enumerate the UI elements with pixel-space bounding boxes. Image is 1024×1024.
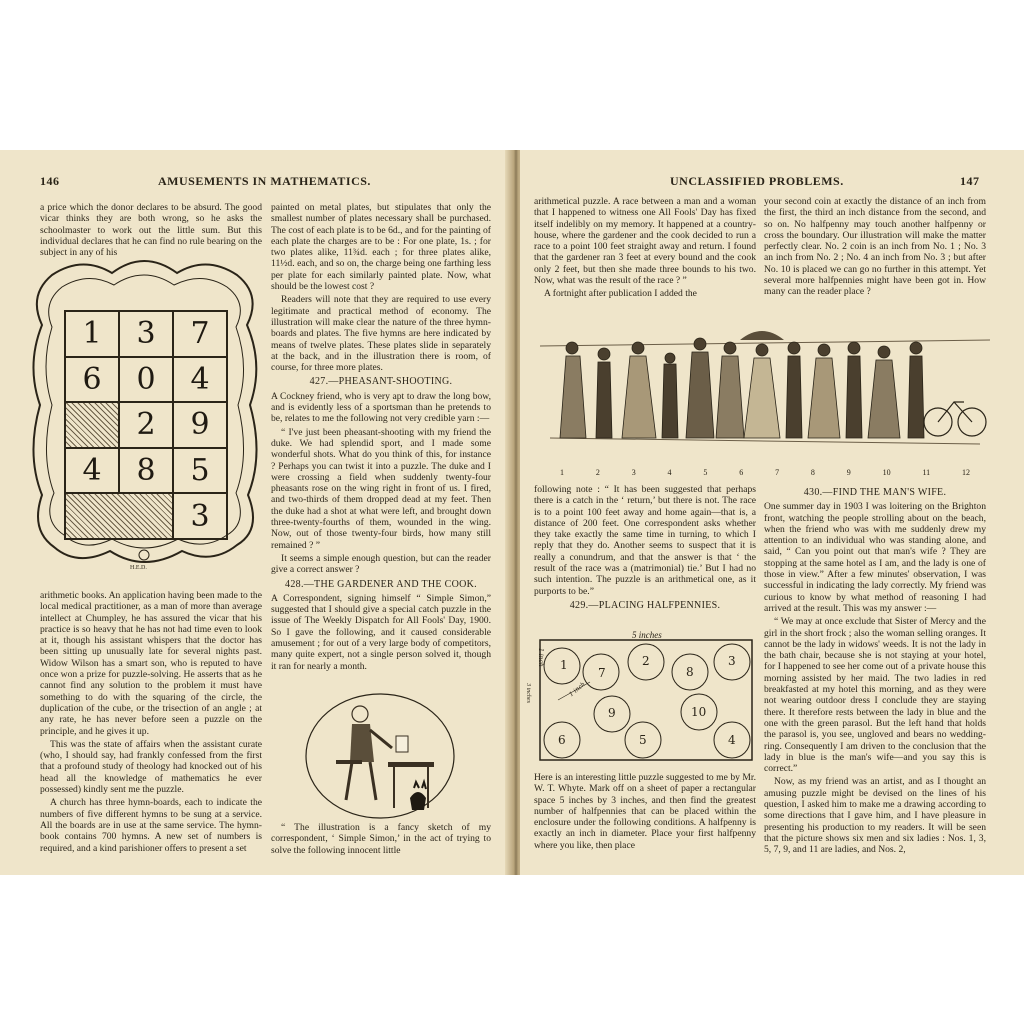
right-col1-bottom bbox=[534, 772, 756, 853]
hymn-plate: 7 bbox=[173, 311, 227, 357]
hymn-board bbox=[64, 310, 228, 540]
hymn-plate: 1 bbox=[65, 311, 119, 357]
paragraph: painted on metal plates, but stipulates that only the smallest number of plates necessary shall be purchased. The cost of each plate is to be 6d., and for the painting of each plate the charges are to be : For one plate, 1s. ; for two plates alike, 11¾d. each ; for three plates alike, 11½d. each, and so on, the charge being one farthing less per plate for each similarly painted plate. Now, what should be the lowest cost ? bbox=[271, 202, 491, 293]
hymn-plate: 9 bbox=[173, 402, 227, 448]
left-page bbox=[0, 150, 510, 875]
figure-5 bbox=[686, 338, 714, 438]
heading-429: 429.—PLACING HALFPENNIES. bbox=[569, 599, 721, 611]
figure-10 bbox=[846, 342, 862, 438]
coin-label: 10 bbox=[691, 705, 707, 719]
hymn-plate-empty bbox=[65, 493, 173, 539]
running-head-right: UNCLASSIFIED PROBLEMS. bbox=[670, 174, 844, 188]
paragraph: your second coin at exactly the distance of an inch from the first, the third an inch distance from the second, and so on. No halfpenny may touch another halfpenny or cross the boundary. Our illustration will make the matter perfectly clear. No. 2 coin is an inch from No. 1 ; No. 3 an inch from No. 2 ; No. 4 an inch from No. 3 ; but after No. 10 is placed we can go no further in this attempt. Yet several more halfpennies might have been got in. How many can the reader place ? bbox=[764, 196, 986, 298]
figure-11 bbox=[868, 346, 900, 438]
figure-6 bbox=[716, 342, 744, 438]
paragraph: One summer day in 1903 I was loitering on the Brighton front, watching the people strolling about on the beach, when the friend who was with me suddenly drew my attention to an individual who was standing alone, and said, “ Can you point out that man's wife ? They are stopping at the same hotel as I am, and the lady is one of those in view.” After a few minutes' observation, I was successful in indicating the lady correctly. My friend was curious to know by what method of reasoning I had arrived at the result. This was my answer :— bbox=[764, 501, 986, 614]
coin-label: 2 bbox=[642, 654, 650, 668]
paragraph: “ I've just been pheasant-shooting with my friend the duke. We had splendid sport, and I made some wonderful shots. What do you think of this, for instance ? Perhaps you can twist it into a puzzle. The duke and I were crossing a field when suddenly twenty-four pheasants rose on the wing right in front of us. I fired, and two-thirds of them dropped dead at my feet. Then the duke had a shot at what were left, and brought down three-twenty-fourths of them, wounded in the wing. Now, out of those twenty-four birds, how many still remained ? ” bbox=[271, 426, 491, 551]
figure-number: 3 bbox=[631, 468, 636, 477]
coin-width-label: 5 inches bbox=[632, 630, 662, 640]
coin-label: 3 bbox=[728, 654, 736, 668]
paragraph: A Cockney friend, who is very apt to draw the long bow, and is evidently less of a sportsman than he pretends to be, relates to me the following not very credible yarn :— bbox=[271, 390, 491, 425]
paragraph: arithmetic books. An application having been made to the local medical practitioner, as a man of more than average intellect at Chumpley, he has assured the vicar that his practice is so heavy that he has not had time even to look at it, though his assistant whispers that the doctor has been sitting up unusually late for several nights past. Widow Wilson has a smart son, who is reputed to have once won a prize for puzzle-solving. He asserts that as he cannot find any solution to the problem it must have something to do with the squaring of the circle, the duplication of the cube, or the trisection of an angle ; at any rate, he has never before seen a puzzle on the principle, and he gives it up. bbox=[40, 590, 262, 737]
paragraph: A church has three hymn-boards, each to indicate the numbers of five different hymns to be sung at a service. All the boards are in use at the same service. The hymn-book contains 700 hymns. A new set of numbers is required, and a kind parishioner offers to present a set bbox=[40, 797, 262, 854]
book-spread bbox=[0, 150, 1024, 875]
hymn-plate-empty bbox=[65, 402, 119, 448]
left-col2-end bbox=[271, 822, 491, 858]
coin-label: 1 bbox=[560, 658, 568, 672]
paragraph: A Correspondent, signing himself “ Simple Simon,” suggested that I should give a special catch puzzle in the issue of The Weekly Dispatch for All Fools' Day, 1900. So I gave the following, and it caused considerable amusement ; for out of a very large body of competitors, many quite expert, not a single person solved it, though it ran for nearly a month. bbox=[271, 592, 491, 672]
figure-number: 6 bbox=[739, 468, 744, 477]
running-head-left: AMUSEMENTS IN MATHEMATICS. bbox=[158, 174, 371, 188]
brighton-beach-illustration bbox=[540, 318, 990, 470]
coin-label: 4 bbox=[728, 733, 736, 747]
heading-430: 430.—FIND THE MAN'S WIFE. bbox=[803, 487, 947, 498]
hymn-plate: 3 bbox=[173, 493, 227, 539]
paragraph: This was the state of affairs when the assistant curate (who, I should say, had frankly confessed from the first that a profound study of theology had knocked out of his head all the knowledge of mathematics he ever possessed) kindly sent me the puzzle. bbox=[40, 738, 262, 796]
right-col2-top bbox=[764, 196, 986, 300]
paragraph: Readers will note that they are required to use every legitimate and practical method of economy. The illustration will make clear the nature of the three hymn-boards and plates. The five hymns are here indicated by means of twelve plates. These plates slide in separately at the back, and in the illustration there is room, of course, for three more plates. bbox=[271, 294, 491, 374]
left-col1-top bbox=[40, 202, 262, 260]
left-col2 bbox=[271, 202, 491, 674]
figure-number: 1 bbox=[560, 468, 564, 477]
coin-labels bbox=[538, 628, 758, 762]
inch-label: 1 inch bbox=[567, 680, 587, 699]
paragraph: Now, as my friend was an artist, and as I thought an amusing puzzle might be devised on the lines of his question, I asked him to make me a drawing according to some directions that I gave him, and I have pleasure in presenting his production to my readers. It will be seen that the picture shows six men and six ladies : Nos. 1, 3, 5, 7, 9, and 11 are ladies, and Nos. 2, bbox=[764, 776, 986, 856]
right-col1-mid bbox=[534, 484, 756, 614]
right-page bbox=[520, 150, 1024, 875]
figure-number: 12 bbox=[961, 468, 970, 477]
bicycle-icon bbox=[924, 402, 986, 436]
hymn-plate: 2 bbox=[119, 402, 173, 448]
paragraph: a price which the donor declares to be absurd. The good vicar thinks they are both wrong, so he asks the schoolmaster to work out the little sum. But this individual declares that he can find no rule bearing on the subject in any of his bbox=[40, 202, 262, 259]
coin-label: 6 bbox=[558, 733, 566, 747]
figure-number: 8 bbox=[810, 468, 815, 477]
heading-427: 427.—PHEASANT-SHOOTING. bbox=[309, 376, 453, 388]
hymn-plate: 5 bbox=[173, 448, 227, 494]
figure-4 bbox=[662, 353, 678, 438]
figure-number-row bbox=[560, 468, 970, 477]
hanger-ring-icon bbox=[139, 550, 149, 560]
page-number-right: 147 bbox=[960, 174, 980, 188]
coin-label: 5 bbox=[639, 733, 647, 747]
figure-number: 9 bbox=[846, 468, 851, 477]
parasol-icon bbox=[740, 331, 784, 340]
figure-number: 4 bbox=[667, 468, 672, 477]
artist-mark: H.E.D. bbox=[130, 565, 147, 571]
figure-12 bbox=[908, 342, 924, 438]
coin-label: 9 bbox=[608, 706, 616, 720]
coin-height-label: 3 inches bbox=[524, 683, 531, 703]
hymn-plate: 0 bbox=[119, 357, 173, 403]
figure-3 bbox=[622, 342, 656, 438]
simple-simon-sketch bbox=[300, 690, 460, 822]
figure-9 bbox=[808, 344, 840, 438]
paragraph: “ We may at once exclude that Sister of Mercy and the girl in the short frock ; also the woman selling oranges. It cannot be the lady in widows' weeds. It is not the lady in the bath chair, because she is not staying at your hotel, for I happened to see her come out of a private house this morning assisted by her maid. The two ladies in red breakfasted at my hotel this morning, and as they were not wearing outdoor dress I conclude they are staying there. It therefore rests between the lady in blue and the one with the green parasol. But the left hand that holds the parasol is, you see, ungloved and bears no wedding-ring. Consequently I am driven to the conclusion that the lady in blue is the man's wife—and you say this is correct.” bbox=[764, 616, 986, 775]
hymn-plate: 4 bbox=[65, 448, 119, 494]
paragraph: arithmetical puzzle. A race between a man and a woman that I happened to witness one All Fools' Day has fixed itself indelibly on my memory. It happened at a country-house, where the gardener and the cook decided to run a race to a point 100 feet straight away and return. I found that the gardener ran 3 feet at every bound and the cook only 2 feet, but then she made three bounds to his two. Now, what was the result of the race ? ” bbox=[534, 196, 756, 287]
right-col2-bottom bbox=[764, 484, 986, 858]
paragraph: following note : “ It has been suggested that perhaps there is a catch in the ‘ return,’ but there is not. The race is to a point 100 feet away and home again—that is, a distance of 200 feet. One correspondent asks whether they take exactly the same time in turning, to which I reply that they do. Another seems to suspect that it is really a conundrum, and that the answer is that ‘ the result of the race was a (matrimonial) tie.’ But I had no such intention. The puzzle is an arithmetical one, as it purports to be.” bbox=[534, 484, 756, 597]
left-col1-bottom bbox=[40, 590, 262, 856]
paragraph: “ The illustration is a fancy sketch of my correspondent, ‘ Simple Simon,’ in the act of trying to solve the following innocent little bbox=[271, 822, 491, 856]
right-col1-top bbox=[534, 196, 756, 302]
inch-label: 1 inch bbox=[537, 648, 544, 667]
heading-428: 428.—THE GARDENER AND THE COOK. bbox=[285, 578, 477, 590]
paragraph: A fortnight after publication I added the bbox=[544, 288, 697, 300]
figure-1 bbox=[560, 342, 586, 438]
figure-7 bbox=[744, 344, 780, 438]
figure-8 bbox=[786, 342, 802, 438]
paragraph: Here is an interesting little puzzle suggested to me by Mr. W. T. Whyte. Mark off on a sheet of paper a rectangular space 5 inches by 3 inches, and then find the greatest number of halfpennies that can be placed within the enclosure under the following conditions. A halfpenny is exactly an inch in diameter. Place your first halfpenny where you like, then place bbox=[534, 772, 756, 851]
hymn-plate: 6 bbox=[65, 357, 119, 403]
hymn-plate: 8 bbox=[119, 448, 173, 494]
figure-number: 11 bbox=[922, 468, 931, 477]
page-number-left: 146 bbox=[40, 174, 60, 188]
figure-number: 5 bbox=[703, 468, 708, 477]
paragraph: It seems a simple enough question, but can the reader give a correct answer ? bbox=[271, 552, 491, 576]
figure-number: 7 bbox=[775, 468, 780, 477]
hymn-plate: 4 bbox=[173, 357, 227, 403]
hymn-plate: 3 bbox=[119, 311, 173, 357]
figure-2 bbox=[596, 348, 612, 438]
coin-label: 8 bbox=[686, 665, 694, 679]
coin-label: 7 bbox=[598, 666, 606, 680]
figure-number: 2 bbox=[595, 468, 600, 477]
figure-number: 10 bbox=[882, 468, 891, 477]
